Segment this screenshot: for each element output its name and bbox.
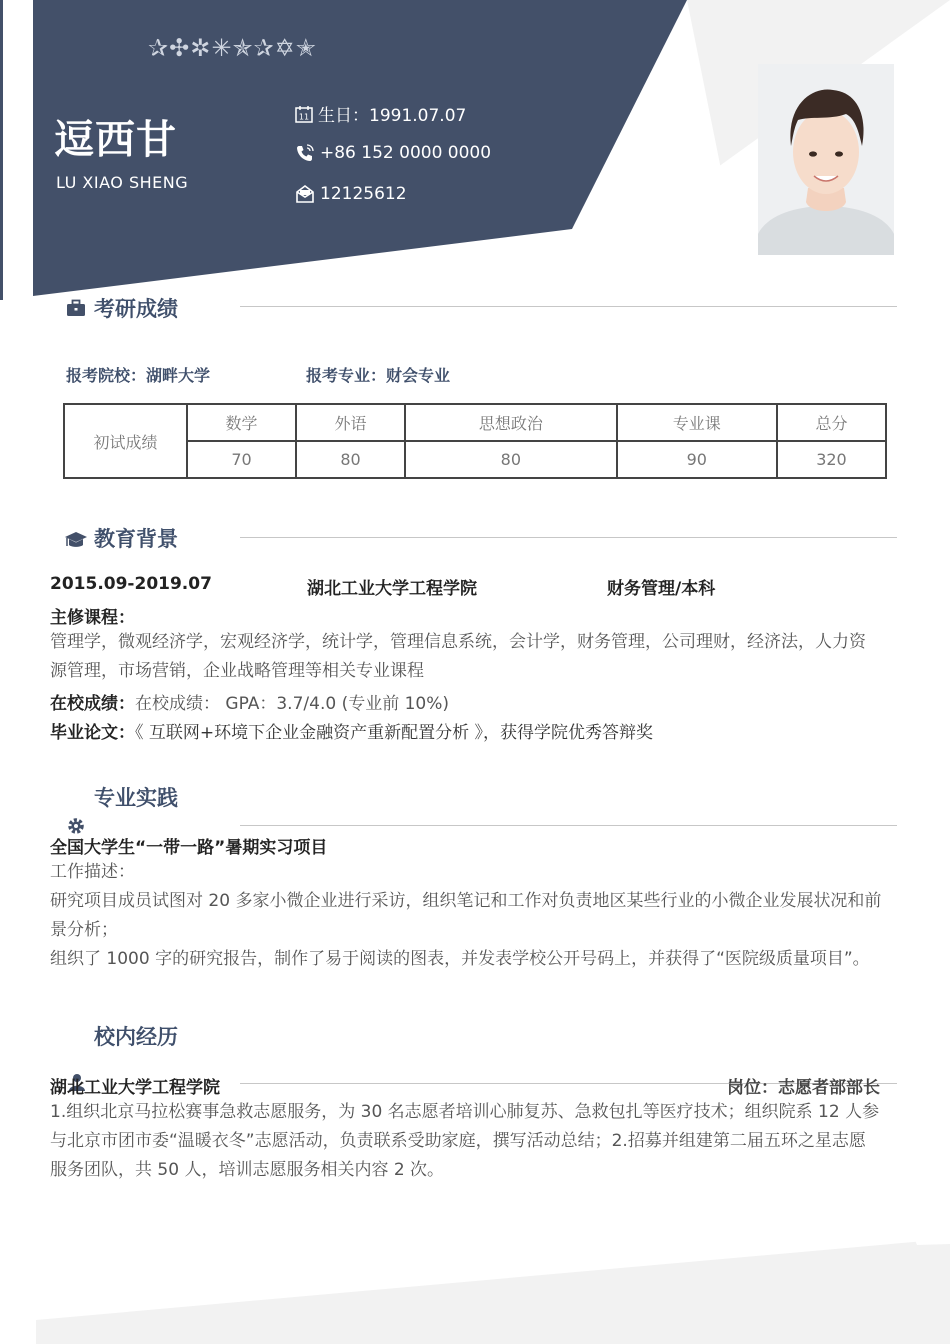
phone-text: +86 152 0000 0000 — [320, 143, 492, 163]
thesis-text: 《 互联网+环境下企业金融资产重新配置分析 》，获得学院优秀答辩奖 — [135, 723, 654, 743]
qq-row — [294, 183, 407, 205]
portrait-illustration — [758, 64, 894, 255]
briefcase-icon — [66, 298, 86, 318]
score-col-header: 数学 — [187, 404, 296, 441]
campus-line: 服务团队，共 50 人，培训志愿服务相关内容 2 次。 — [50, 1160, 445, 1180]
campus-org: 湖北工业大学工程学院 — [50, 1078, 220, 1098]
left-edge-strip — [0, 0, 3, 300]
campus-line: 与北京市团市委“温暖衣冬”志愿活动，负责联系受助家庭，撰写活动总结；2.招募并组建第二届五环之星志愿 — [50, 1131, 866, 1151]
grade-row — [50, 689, 449, 714]
birthday-text: 生日：1991.07.07 — [318, 106, 467, 126]
education-period: 2015.09-2019.07 — [50, 574, 212, 594]
profile-photo — [758, 64, 894, 255]
practice-line: 景分析； — [50, 920, 118, 940]
candidate-name: 逗西甘 — [54, 117, 177, 163]
section-divider-practice — [240, 825, 897, 826]
score-table — [63, 403, 887, 479]
courses-line: 管理学，微观经济学，宏观经济学，统计学，管理信息系统，会计学，财务管理，公司理财，经济法，人力资 — [50, 632, 866, 652]
score-value: 80 — [405, 441, 617, 478]
thesis-row — [50, 718, 653, 743]
score-value: 80 — [296, 441, 405, 478]
graduation-cap-icon — [64, 530, 88, 550]
section-title-practice: 专业实践 — [94, 786, 178, 810]
section-divider-exam — [240, 306, 897, 307]
grade-label: 在校成绩： — [50, 694, 135, 714]
score-value-row — [64, 441, 886, 478]
phone-icon — [294, 142, 316, 164]
practice-desc-label: 工作描述： — [50, 862, 135, 882]
score-col-header: 外语 — [296, 404, 405, 441]
score-col-header: 总分 — [777, 404, 886, 441]
birthday-row — [294, 101, 466, 126]
section-title-exam: 考研成绩 — [94, 297, 178, 321]
score-col-header: 思想政治 — [405, 404, 617, 441]
education-degree: 财务管理/本科 — [607, 579, 716, 599]
practice-line: 组织了 1000 字的研究报告，制作了易于阅读的图表，并发表学校公开号码上，并获得了“医院级质量项目”。 — [50, 949, 870, 969]
score-header-row — [64, 404, 886, 441]
section-divider-education — [240, 537, 897, 538]
practice-description — [50, 858, 912, 974]
exam-school: 报考院校：湖畔大学 — [66, 366, 211, 385]
calendar-day-number: 11 — [298, 112, 310, 121]
score-col-header: 专业课 — [617, 404, 777, 441]
education-school: 湖北工业大学工程学院 — [307, 579, 477, 599]
grade-text: 在校成绩： GPA：3.7/4.0 (专业前 10%) — [135, 694, 450, 714]
phone-row — [294, 142, 491, 164]
exam-major: 报考专业：财会专业 — [306, 366, 451, 385]
thesis-label: 毕业论文： — [50, 723, 135, 743]
section-title-campus: 校内经历 — [94, 1025, 178, 1049]
qq-text: 12125612 — [320, 184, 407, 204]
mail-icon — [294, 183, 316, 205]
courses-label: 主修课程： — [50, 608, 135, 628]
score-value: 90 — [617, 441, 777, 478]
campus-description — [50, 1098, 912, 1185]
decorative-stars: ✰✣✲✳✯✰✡✭ — [148, 34, 317, 62]
score-value: 70 — [187, 441, 296, 478]
candidate-english-name: LU XIAO SHENG — [56, 173, 189, 192]
score-value: 320 — [777, 441, 886, 478]
practice-project: 全国大学生“一带一路”暑期实习项目 — [50, 838, 328, 858]
calendar-icon — [294, 104, 314, 124]
section-title-education: 教育背景 — [94, 527, 178, 551]
courses-line: 源管理，市场营销，企业战略管理等相关专业课程 — [50, 661, 424, 681]
campus-position: 岗位：志愿者部部长 — [727, 1078, 880, 1098]
score-row-label: 初试成绩 — [64, 404, 187, 478]
campus-line: 1.组织北京马拉松赛事急救志愿服务，为 30 名志愿者培训心肺复苏、急救包扎等医疗技术；组织院系 12 人参 — [50, 1102, 880, 1122]
practice-line: 研究项目成员试图对 20 多家小微企业进行采访，组织笔记和工作对负责地区某些行业的小微企业发展状况和前 — [50, 891, 882, 911]
courses-paragraph — [50, 628, 912, 686]
